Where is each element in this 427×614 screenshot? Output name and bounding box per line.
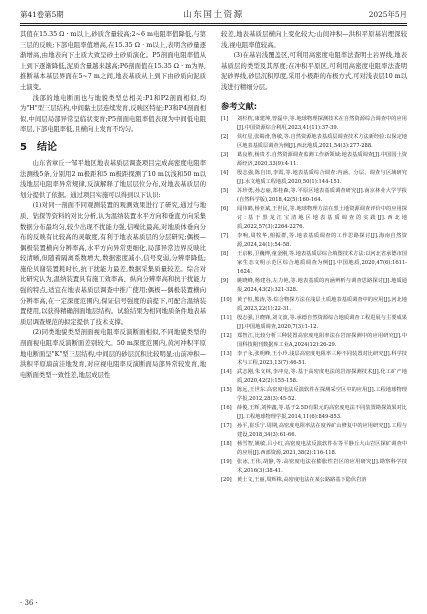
- reference-item: [221, 458, 407, 476]
- paragraph: 较差,地表基质层横向上变化较大;山间冲积—洪积平原基岩埋深较浅,视电阻率值较高。: [221, 31, 407, 49]
- paragraph: 其值在15.35 Ω · m以上,砂质含量较高;2~6 m电阻率值降低,与第三层的反映;下部电阻率值增高,在15.35 Ω · m以上,表明含砂量逐渐增高,由地表向下土质大致呈砂土砂质演化。P5剖面电阻率值从上到下逐渐降低,泥质含量越来越高;P6剖面值在15.35 Ω · m为界,推断基本基层界面在5~7 m之间,地表基质从上到下由砂质向泥质土演变。: [20, 31, 206, 91]
- reference-number: [6]: [221, 206, 229, 213]
- reference-number: [14]: [221, 368, 232, 375]
- reference-text: 武志刚,朱文林,李冲克,等.基于高密度电法的岩溶探测技术[J].化工矿产地质,2020,42(2):155-158.: [237, 368, 407, 384]
- reference-number: [18]: [221, 441, 232, 448]
- reference-text: 孙平,崔乐宁.周期,高密度电阻率法在度养矿山修复中的应用研究[J].工程与建设,2018,34(3):61-66.: [237, 423, 407, 439]
- reference-item: [221, 187, 407, 205]
- reference-item: [221, 404, 407, 422]
- reference-text: 葛良胜,杨贵才.自然资源调查监测工作新领域:地表基质调查[J].中国国土资源经济,2020,33(9):4-11.: [237, 151, 407, 167]
- reference-item: [221, 133, 407, 151]
- reference-number: [11]: [221, 314, 232, 321]
- paragraph: (1)对同一剖面不同观测装置的观测效果进行了研究,通过与地质、钻探等资料的对比分析,认为温纳装置水平方向和垂直方向采集数据分布最均匀,较少出现不扰能力强,信噪比最高,对地质体垂向分布的反映有比较高的灵敏度,有利于地表基质层的分层研究;偶极—偶极装置横向分辨率高,水平方向异常更细化,局部异常边界反映比较清晰,但随着隔离系数增大,数据密度减小,信号变弱,分辨率降低;施伦贝谢装置耗时长,抗干扰能力最差,数据采集质量较差。综合对比研究认为,温纳装置具有施工效率高、纵向分辨率高和抗干扰能力强的特点,适宜在地表基质层调查中推广使用;偶极—偶极装置横向分辨率高,在一定深度范围内,保证信号强度的前提下,可配合温纳装置使用,以获得精确剖面地层结构。试验结果为相同地质条件地表基质层调查规范的拟定提供了技术支撑。: [20, 202, 206, 326]
- reference-text: 苏珍勇,孙志丽,郑桂森,等.平原区地表基质调查研究[J].南京林业大学学报(自然科学版),2018,42(5):160-164.: [237, 187, 407, 203]
- reference-item: [221, 151, 407, 169]
- reference-text: 王京彬,卫巍博,童金刚,等.地表基质层综合填图技术方法:以河北省承德市国家生态文明示范区综合地质调查为例[J].中国地质,2020,47(6):1611-1624.: [237, 251, 407, 276]
- reference-number: [4]: [221, 169, 229, 176]
- reference-number: [3]: [221, 151, 229, 158]
- reference-text: 黄土文,王丽,周辉株,高密度电法在某公路路基下隐伏岩溶: [237, 477, 367, 484]
- right-column: [221, 30, 407, 485]
- reference-number: [7]: [221, 233, 229, 240]
- reference-number: [5]: [221, 187, 229, 194]
- page-number: · 36 ·: [20, 599, 38, 607]
- reference-text: 殷志强,卫晓锋,刘文波,等.承德自然资源综合地质调查工程进展与主要成果[J].中国地质调查,2020,7(3):1-12.: [237, 314, 407, 330]
- reference-number: [10]: [221, 296, 232, 303]
- reference-number: [9]: [221, 278, 229, 285]
- reference-item: [221, 440, 407, 458]
- reference-item: [221, 350, 407, 368]
- reference-text: 刘杉枕,康建坤,曾磊中,等.地球物理探测技术在自然资源综合调查中的应用[J].中国资源综合利用,2023,41(11):37-39.: [237, 115, 407, 131]
- paragraph: 浅部的地电断面也与地貌类型总相关:P1和P2剖面相似,均为"H"型三层结构,中间黏土层连续发育,反映区特征;P3和P4剖面相似,中间层局部异常呈临状变育;P5剖面电阻率值表现为中间低电阻率层,下部电阻率低,且横向上发育不均匀。: [20, 94, 206, 134]
- running-header: [20, 9, 407, 21]
- reference-text: 杨雪智,姚敏,吕小红,高密度电法反演软件在等平静丘大山岩区探矿调查中的应用[J].西部资源,2021,38(2):116-118.: [237, 441, 407, 457]
- reference-item: [221, 332, 407, 350]
- references-list: [221, 115, 407, 486]
- reference-text: 薛俊,王辉,刘仲鑫,等.基于2.5D有限元的高密度电法不同装置勘探效果对比[J].工程地球物理学报,2014,11(6):849-853.: [237, 405, 407, 421]
- reference-text: 郑智江,比较分析三种装置高密度电阻率法在岩溶探测中的应用研究[J].中国科技期刊数据库工业A,2024(12):26-29.: [237, 332, 407, 348]
- paragraph: (3)在基岩浅覆盖区,可利用高密度电阻率法查明土岩界线,地表基质层的类型及其厚度;在冲积平原区,可利用高密度电阻率法查明泥砂界线,砂层沉积厚度,采用小极距的布极方式,可对浅表层10 m以浅进行精细分层。: [221, 52, 407, 91]
- reference-text: 陈远,王世东.高密度电法反演软件在探测采空区中的应用[J].工程地球物理学报,2012,28(3):45-52.: [237, 386, 407, 403]
- reference-item: [221, 422, 407, 440]
- reference-text: 李响,周牧华,相振群,等.地表基质调查的工作思路探讨[J].海南自然资源,2024,24(1):54-58.: [237, 233, 407, 249]
- reference-number: [17]: [221, 423, 232, 430]
- references-heading: 参考文献:: [221, 100, 258, 111]
- paragraph: (2)同类地貌类型剖面视电阻率反演断面相似,不同地貌类型的剖面视电阻率反演断面差别较大。50 m深度范围内,黄河冲积平原地电断面呈"K"型三层结构,中间层的砂层沉积比较明显;山前冲积—洪积平原扇前洼地发育,对应视电阻率反演断面局部异常较发育,地电断面类型一致性差,地层成层性: [20, 329, 206, 379]
- reference-number: [16]: [221, 405, 232, 412]
- header-rule-thick: [20, 23, 407, 24]
- volume-issue: 第41卷第5期: [20, 10, 64, 19]
- reference-text: 李子永,张明峰,王小玲.浅层高密度电阻率三种不同装置对比研究[J].科学技术与工程,2023,13(7):46-51.: [237, 350, 407, 366]
- reference-item: [221, 386, 407, 404]
- reference-text: 闻伟鹤,杨亚斌,王世民,等.地球物理方法在黑土地资源调查评价中的应用探讨:基于黑龙江宝清地区地表基质调查的实践[J].西北地质,2022,57(3):2264-2276.: [237, 206, 407, 231]
- section-heading: [20, 141, 206, 155]
- reference-text: 姚晓峰,杨建谷,左力艳,等.地表基质的内涵辨析与调查思路探讨[J].地质通报,2024,43(2):321-328.: [237, 278, 407, 294]
- reference-text: 黄子恒,熊涛,等.综合物探方法在浅层土质地表基质调查中的应用[J].河北地质,2023,22(1):22-31.: [237, 296, 407, 312]
- reference-number: [20]: [221, 477, 232, 484]
- reference-item: [221, 115, 407, 133]
- reference-number: [1]: [221, 115, 229, 122]
- reference-number: [12]: [221, 332, 232, 339]
- paragraph: 山东省章丘一邹平地区地表基质层调查项目完成高密度电阻率法测线5条,分别用2 m极距和5 m极距探测了10 m以浅和50 m以浅地层电阻率异常规律,反演解释了地层层位分布,对地表基质层的划分提供了依据。通过项目实施可以得到以下认识:: [20, 159, 206, 199]
- reference-text: 殷志强,陈自田,李霞,等.地表基质综合调查:内涵、分层、调查与区域研究[J].水文地质工程地质,2020,50(1):144-151.: [237, 169, 407, 185]
- left-column: [20, 30, 206, 381]
- reference-item: [221, 169, 407, 187]
- reference-text: 侯红星,张蜀滑,鲁敏,等.自然资源地表基质层调查技术方法新经验:以保定地区地表基质层调查为例[J].西北地质,2021,54(3):277-288.: [237, 133, 407, 149]
- reference-item: [221, 314, 407, 332]
- reference-number: [8]: [221, 251, 229, 258]
- reference-item: [221, 232, 407, 250]
- reference-item: [221, 277, 407, 295]
- section-number: 5: [20, 141, 27, 153]
- reference-item: [221, 296, 407, 314]
- journal-name: 山东国土资源: [183, 10, 244, 20]
- reference-text: 张冰,王伟,胡静,等.高密度电法在膨胀性岩区的应用研究[J].勘察科学技术,2016(3):38-41.: [237, 459, 407, 475]
- reference-item: [221, 205, 407, 232]
- reference-item: [221, 250, 407, 277]
- reference-number: [19]: [221, 459, 232, 466]
- reference-number: [15]: [221, 386, 232, 393]
- reference-number: [2]: [221, 133, 229, 140]
- header-rule-thin: [20, 25, 407, 26]
- section-title: 结论: [36, 141, 57, 153]
- reference-item: [221, 368, 407, 386]
- reference-number: [13]: [221, 350, 232, 357]
- issue-date: 2025年5月: [368, 10, 407, 19]
- reference-item: [221, 476, 407, 485]
